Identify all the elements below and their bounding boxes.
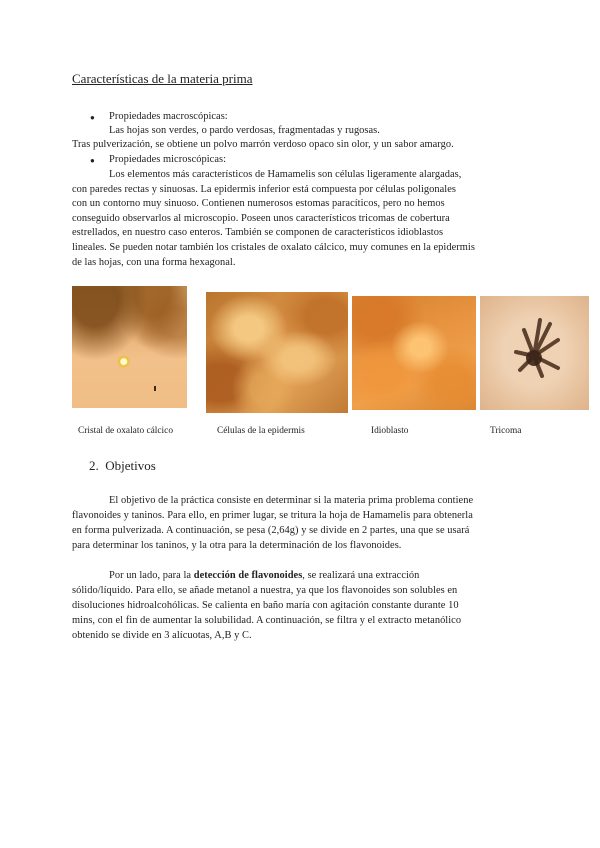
- macro-text: Las hojas son verdes, o pardo verdosas, fragmentadas y rugosas.: [109, 125, 380, 136]
- figure-caption: Tricoma: [490, 426, 522, 436]
- objective-line: flavonoides y taninos. Para ello, en primer lugar, se tritura la hoja de Hamamelis para obtenerla: [72, 510, 473, 521]
- flavonoid-tail: , se realizará una extracción: [302, 570, 420, 581]
- trichome-image: [480, 296, 589, 410]
- micro-line: de las hojas, con una forma hexagonal.: [72, 257, 236, 268]
- micro-line: conseguido observarlos al microscopio. Poseen unos característicos tricomas de cobertura: [72, 213, 450, 224]
- trichome-shape: [480, 296, 589, 410]
- oxalate-crystal-image: [72, 286, 187, 408]
- figure-caption: Idioblasto: [371, 426, 409, 436]
- flavonoid-first-line: [109, 569, 419, 582]
- micro-line: lineales. Se pueden notar también los cristales de oxalato cálcico, muy comunes en la epidermis: [72, 242, 475, 253]
- flavonoid-bold: detección de flavonoides: [193, 570, 303, 581]
- micro-line: Los elementos más característicos de Hamamelis son células ligeramente alargadas,: [109, 169, 462, 180]
- flavonoid-line: obtenido se divide en 3 alícuotas, A,B y C.: [72, 630, 252, 641]
- macro-label: Propiedades macroscópicas:: [109, 111, 228, 122]
- micro-line: con paredes rectas y sinuosas. La epidermis inferior está compuesta por células poligonales: [72, 184, 456, 195]
- section-heading: [89, 458, 156, 474]
- figure-caption: Células de la epidermis: [217, 426, 305, 436]
- figure-caption: Cristal de oxalato cálcico: [78, 426, 174, 436]
- objective-line: en forma pulverizada. A continuación, se pesa (2,64g) y se divide en 2 partes, una que se usará: [72, 525, 470, 536]
- idioblast-image: [352, 296, 476, 410]
- flavonoid-lead: Por un lado, para la: [109, 570, 194, 581]
- objective-line: El objetivo de la práctica consiste en determinar si la materia prima problema contiene: [109, 495, 474, 506]
- epidermis-cells-image: [206, 292, 348, 413]
- section-number: 2.: [89, 458, 99, 473]
- flavonoid-line: mins, con el fin de aumentar la solubilidad. A continuación, se filtra y el extracto metanólico: [72, 615, 462, 626]
- micro-line: con un contorno muy sinuoso. Contienen numerosos estomas paracíticos, pero no hemos: [72, 198, 445, 209]
- pulverization-text: Tras pulverización, se obtiene un polvo marrón verdoso opaco sin olor, y un sabor amargo.: [72, 139, 454, 150]
- bullet-dot-icon: ●: [90, 113, 95, 122]
- flavonoid-line: sólido/líquido. Para ello, se añade metanol a nuestra, ya que los flavonoides son solubles en: [72, 585, 458, 596]
- crystal-mark: [154, 386, 156, 391]
- micro-label: Propiedades microscópicas:: [109, 154, 227, 165]
- bullet-dot-icon: ●: [90, 156, 95, 165]
- page-title: Características de la materia prima: [72, 71, 253, 86]
- micro-line: estrellados, en nuestro caso enteros. También se componen de característicos idioblastos: [72, 227, 444, 238]
- flavonoid-line: disoluciones hidroalcohólicas. Se calienta en baño maría con agitación constante durante 10: [72, 600, 459, 611]
- objective-line: para determinar los taninos, y la otra para la determinación de los flavonoides.: [72, 540, 402, 551]
- section-title: Objetivos: [105, 458, 156, 473]
